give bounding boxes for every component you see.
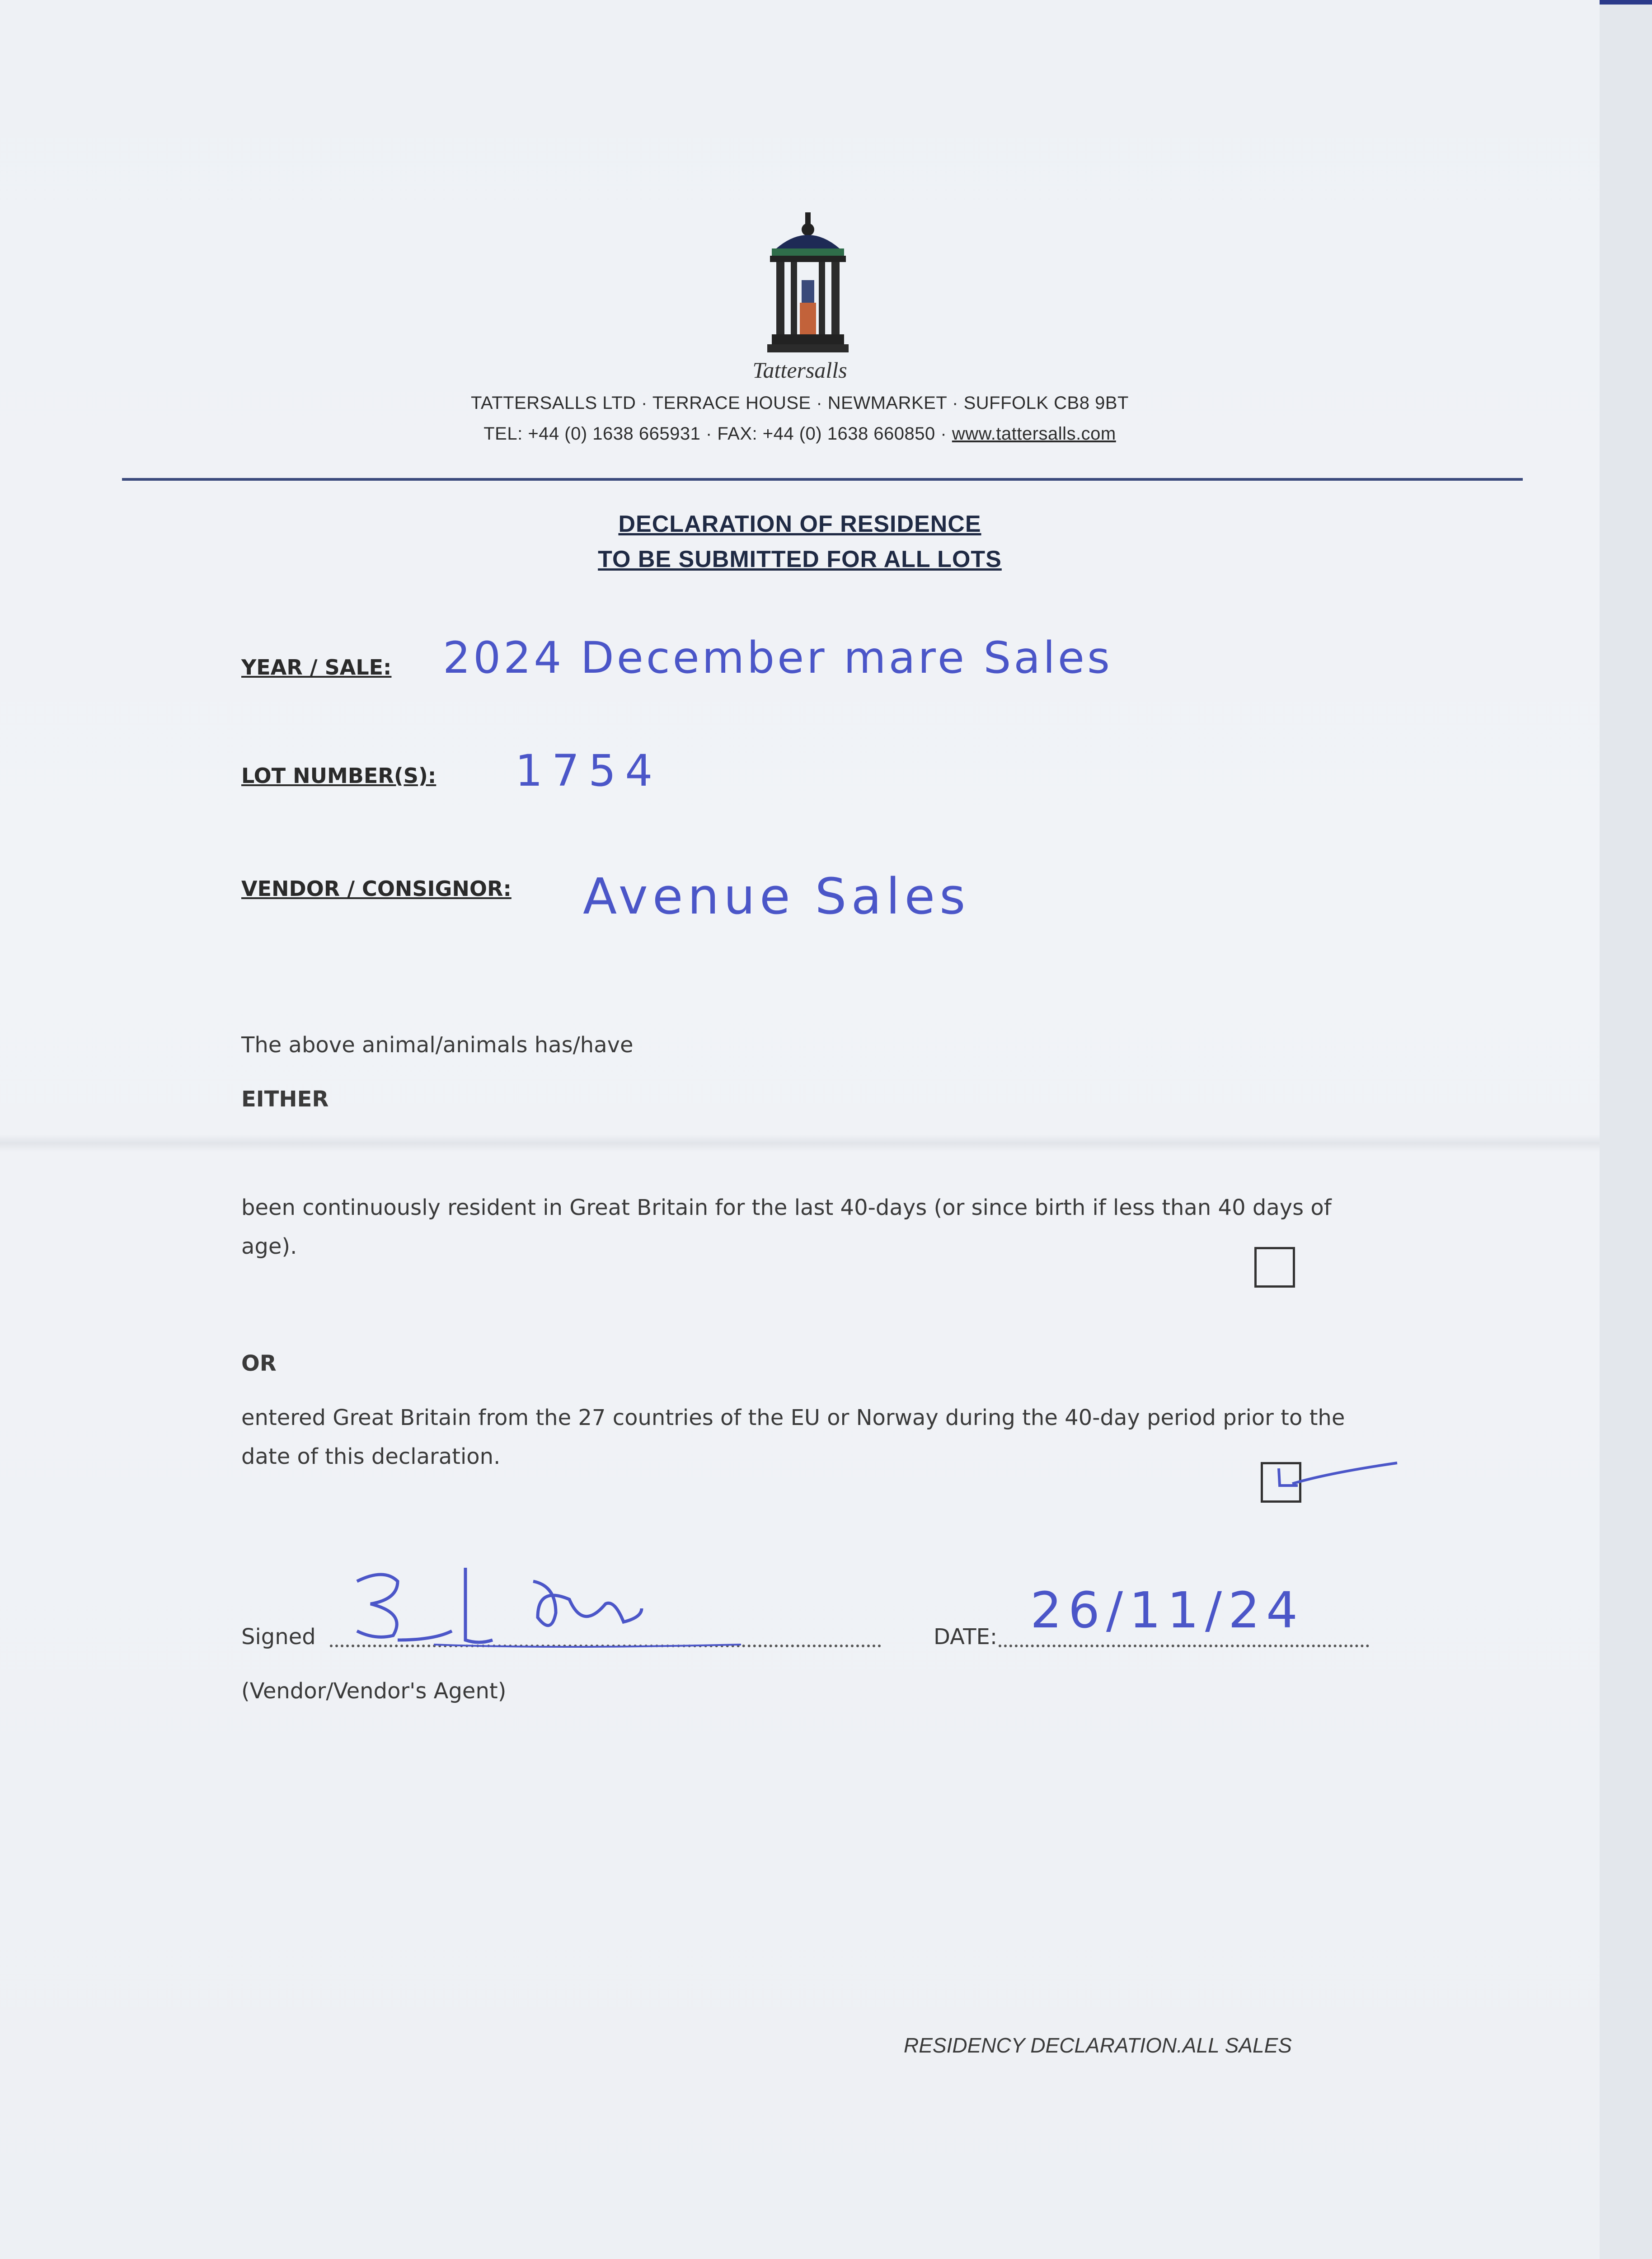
either-label: EITHER xyxy=(241,1087,329,1112)
year-sale-value[interactable]: 2024 December mare Sales xyxy=(443,633,1112,683)
option2-tick-mark xyxy=(1265,1450,1401,1504)
date-value[interactable]: 26/11/24 xyxy=(1030,1581,1305,1639)
lot-number-value[interactable]: 1754 xyxy=(515,745,662,796)
lot-number-label: LOT NUMBER(S): xyxy=(241,764,436,788)
intro-text: The above animal/animals has/have xyxy=(241,1032,634,1058)
date-line xyxy=(999,1645,1369,1647)
year-sale-label: YEAR / SALE: xyxy=(241,655,392,680)
tattersalls-rotunda-logo xyxy=(758,212,858,357)
option1-checkbox[interactable] xyxy=(1254,1247,1295,1288)
vendor-signature[interactable] xyxy=(343,1550,750,1658)
company-address: TATTERSALLS LTD · TERRACE HOUSE · NEWMARKET · SUFFOLK CB8 9BT xyxy=(471,393,1129,413)
brand-name: Tattersalls xyxy=(752,357,847,383)
footer-reference: RESIDENCY DECLARATION.ALL SALES xyxy=(904,2034,1292,2057)
scan-edge xyxy=(1600,0,1652,2259)
scan-edge-mark xyxy=(1600,0,1652,5)
signer-role: (Vendor/Vendor's Agent) xyxy=(241,1678,507,1704)
date-label: DATE: xyxy=(934,1624,998,1650)
header-divider xyxy=(122,478,1523,481)
paper-fold xyxy=(0,1134,1600,1152)
option1-text: been continuously resident in Great Britain for the last 40-days (or since birth if less than 40 days of age). xyxy=(241,1195,1332,1259)
signed-label: Signed xyxy=(241,1624,316,1650)
vendor-value[interactable]: Avenue Sales xyxy=(583,867,970,925)
or-label: OR xyxy=(241,1351,277,1376)
website-link[interactable]: www.tattersalls.com xyxy=(952,424,1116,444)
contact-phone-fax: TEL: +44 (0) 1638 665931 · FAX: +44 (0) 1638 660850 · xyxy=(483,424,952,444)
form-subtitle: TO BE SUBMITTED FOR ALL LOTS xyxy=(598,546,1002,572)
vendor-label: VENDOR / CONSIGNOR: xyxy=(241,876,512,901)
option2-text: entered Great Britain from the 27 countries of the EU or Norway during the 40-day period prior to the date of this declaration. xyxy=(241,1405,1345,1469)
company-contact xyxy=(0,424,1600,444)
form-title: DECLARATION OF RESIDENCE xyxy=(618,511,981,537)
